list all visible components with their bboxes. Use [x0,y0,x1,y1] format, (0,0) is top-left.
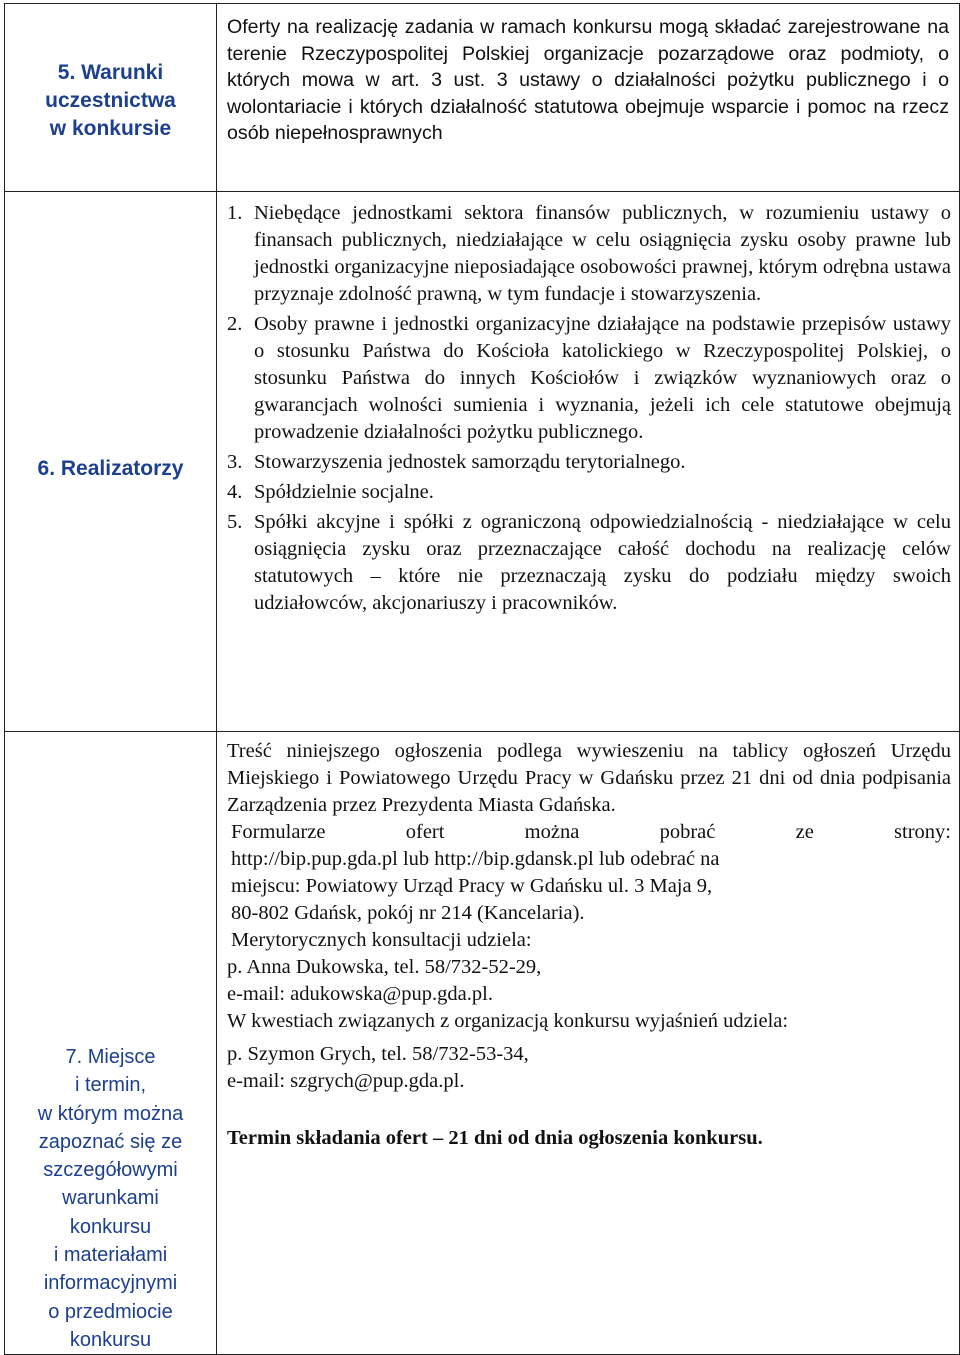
item-text: Stowarzyszenia jednostek samorządu terytorialnego. [254,451,686,473]
list-item [227,479,951,506]
organizer-contact: p. Szymon Grych, tel. 58/732-53-34, [227,1043,529,1065]
label-cell-5 [5,4,217,192]
item-number: 2. [227,313,243,335]
forms-line: Formularze ofert można pobrać ze strony: [231,821,951,843]
consultant-email: e-mail: adukowska@pup.gda.pl. [227,983,493,1005]
row-section-6 [5,192,960,732]
label-cell-7 [5,732,217,1355]
list-item [227,449,951,476]
content-cell-6 [217,192,960,732]
row-section-7 [5,732,960,1355]
participation-conditions-text: Oferty na realizację zadania w ramach konkursu mogą składać zarejestrowane na terenie Rzeczypospolitej Polskiej organizacje pozarządowe oraz podmioty, o których mowa w art. 3 ust. 3 ustawy o działalności pożytku publicznego i o wolontariacie i których działalność statutowa obejmuje wsparcie i pomoc na rzecz osób niepełnosprawnych [227,16,949,145]
label-cell-6 [5,192,217,732]
place-and-terms-content [217,732,959,1160]
item-text: Niebędące jednostkami sektora finansów publicznych, w rozumieniu ustawy o finansach publicznych, niedziałające w celu osiągnięcia zysku osoby prawne lub jednostki organizacyjne nieposiadające osobowości prawnej, którym odrębna ustawa przyznaje zdolność prawną, w tym fundacje i stowarzyszenia. [254,202,951,305]
list-item [227,311,951,446]
notice-text: Treść niniejszego ogłoszenia podlega wywieszeniu na tablicy ogłoszeń Urzędu Miejskiego i Powiatowego Urzędu Pracy w Gdańsku przez 21 dni od dnia podpisania Zarządzenia przez Prezydenta Miasta Gdańska. [227,740,951,816]
item-number: 1. [227,202,243,224]
forms-line: http://bip.pup.gda.pl lub http://bip.gdansk.pl lub odebrać na [231,848,720,870]
forms-line: miejscu: Powiatowy Urząd Pracy w Gdańsku ul. 3 Maja 9, [231,875,713,897]
consult-label: Merytorycznych konsultacji udziela: [231,929,532,951]
section-5-label: 5. Warunki uczestnictwa w konkursie [45,61,176,140]
row-section-5 [5,4,960,192]
organizer-email: e-mail: szgrych@pup.gda.pl. [227,1070,465,1092]
section-7-label: 7. Miejsce i termin, w którym można zapoznać się ze szczegółowymi warunkami konkursu i materiałami informacyjnymi o przedmiocie konkursu [37,1046,184,1351]
forms-info [231,819,951,954]
consultant-contact: p. Anna Dukowska, tel. 58/732-52-29, [227,956,542,978]
section-6-label: 6. Realizatorzy [37,457,184,480]
submission-deadline: Termin składania ofert – 21 dni od dnia ogłoszenia konkursu. [227,1127,763,1149]
announcement-table [4,3,960,1355]
implementers-list [217,192,959,628]
item-text: Spółki akcyjne i spółki z ograniczoną odpowiedzialnością - niedziałające w celu osiągnięcia zysku oraz przeznaczające całość dochodu na realizację celów statutowych – które nie przeznaczają zysku do podziału między swoich udziałowców, akcjonariuszy i pracowników. [254,511,951,614]
item-text: Osoby prawne i jednostki organizacyjne działające na podstawie przepisów ustawy o stosunku Państwa do Kościoła katolickiego w Rzeczypospolitej Polskiej, o stosunku Państwa do innych Kościołów i związków wyznaniowych oraz o gwarancjach wolności sumienia i wyznania, jeżeli ich cele statutowe obejmują prowadzenie działalności pożytku publicznego. [254,313,951,443]
list-item [227,509,951,617]
item-text: Spółdzielnie socjalne. [254,481,434,503]
item-number: 4. [227,481,243,503]
organization-label: W kwestiach związanych z organizacją konkursu wyjaśnień udziela: [227,1010,789,1032]
list-item [227,200,951,308]
content-cell-7 [217,732,960,1355]
forms-line: 80-802 Gdańsk, pokój nr 214 (Kancelaria). [231,902,585,924]
item-number: 5. [227,511,243,533]
content-cell-5 [217,4,960,192]
item-number: 3. [227,451,243,473]
